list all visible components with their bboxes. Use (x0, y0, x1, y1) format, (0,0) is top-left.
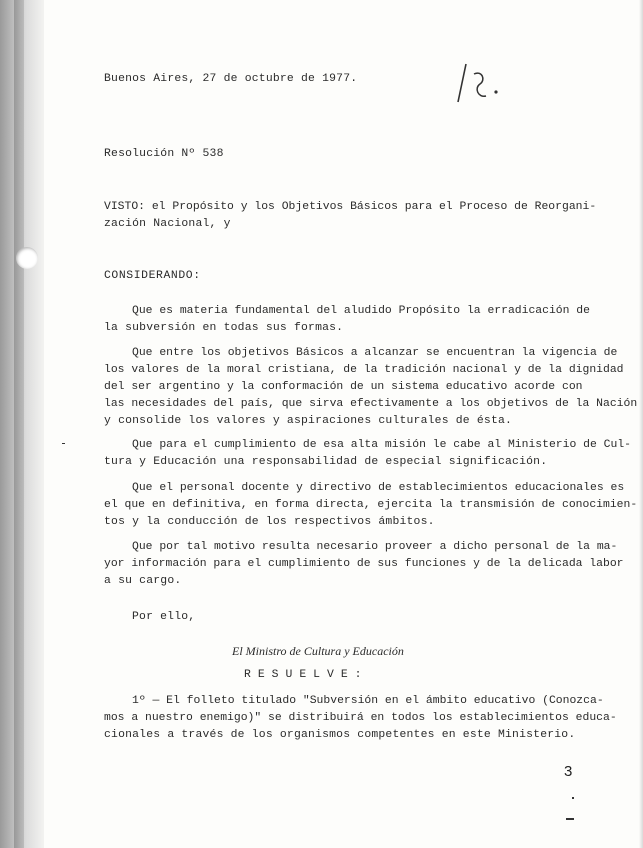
scan-speck (566, 818, 574, 820)
paragraph-4-line-2: el que en definitiva, en forma directa, ejercita la transmisión de conocimien- (104, 499, 638, 511)
paragraph-2-line-2: los valores de la moral cristiana, de la tradición nacional y de la dignidad (104, 364, 624, 376)
paragraph-5-line-3: a su cargo. (104, 575, 182, 587)
paragraph-5-line-1: Que por tal motivo resulta necesario proveer a dicho personal de la ma- (132, 541, 618, 553)
por-ello: Por ello, (132, 611, 196, 623)
visto-line-2: zación Nacional, y (104, 218, 231, 230)
resolution-label: Resolución Nº 538 (104, 148, 224, 160)
article-1-line-1: 1º — El folleto titulado "Subversión en el ámbito educativo (Conozca- (132, 695, 604, 707)
scan-speck (62, 443, 65, 444)
visto-line-1: VISTO: el Propósito y los Objetivos Básicos para el Proceso de Reorgani- (104, 201, 597, 213)
paragraph-1-line-1: Que es materia fundamental del aludido Propósito la erradicación de (132, 305, 590, 317)
resuelve-heading: RESUELVE: (244, 669, 369, 681)
date-line: Buenos Aires, 27 de octubre de 1977. (104, 73, 358, 85)
handwritten-mark (452, 62, 512, 106)
article-1-line-3: cionales a través de los organismos competentes en este Ministerio. (104, 729, 576, 741)
right-edge-shadow (639, 0, 643, 848)
paragraph-2-line-5: y consolide los valores y aspiraciones culturales de ésta. (104, 415, 513, 427)
paragraph-4-line-1: Que el personal docente y directivo de establecimientos educacionales es (132, 482, 625, 494)
scan-speck (572, 797, 574, 799)
page-number: 3 (564, 763, 573, 780)
article-1-line-2: mos a nuestro enemigo)" se distribuirá en todos los establecimientos educa- (104, 712, 617, 724)
paragraph-2-line-4: las necesidades del país, que sirva efectivamente a los objetivos de la Nación (104, 398, 638, 410)
paragraph-2-line-1: Que entre los objetivos Básicos a alcanzar se encuentran la vigencia de (132, 347, 618, 359)
punch-hole (16, 247, 38, 269)
paragraph-5-line-2: yor información para el cumplimiento de sus funciones y de la delicada labor (104, 558, 624, 570)
minister-title: El Ministro de Cultura y Educación (232, 644, 404, 658)
considerando-heading: CONSIDERANDO: (104, 270, 201, 282)
paragraph-1-line-2: la subversión en todas sus formas. (104, 322, 344, 334)
paragraph-4-line-3: tos y la conducción de los respectivos ámbitos. (104, 516, 435, 528)
paragraph-3-line-1: Que para el cumplimiento de esa alta misión le cabe al Ministerio de Cul- (132, 439, 631, 451)
binding-shadow-dark (14, 0, 24, 848)
paragraph-3-line-2: tura y Educación una responsabilidad de especial significación. (104, 456, 548, 468)
paragraph-2-line-3: del ser argentino y la conformación de un sistema educativo acorde con (104, 381, 583, 393)
